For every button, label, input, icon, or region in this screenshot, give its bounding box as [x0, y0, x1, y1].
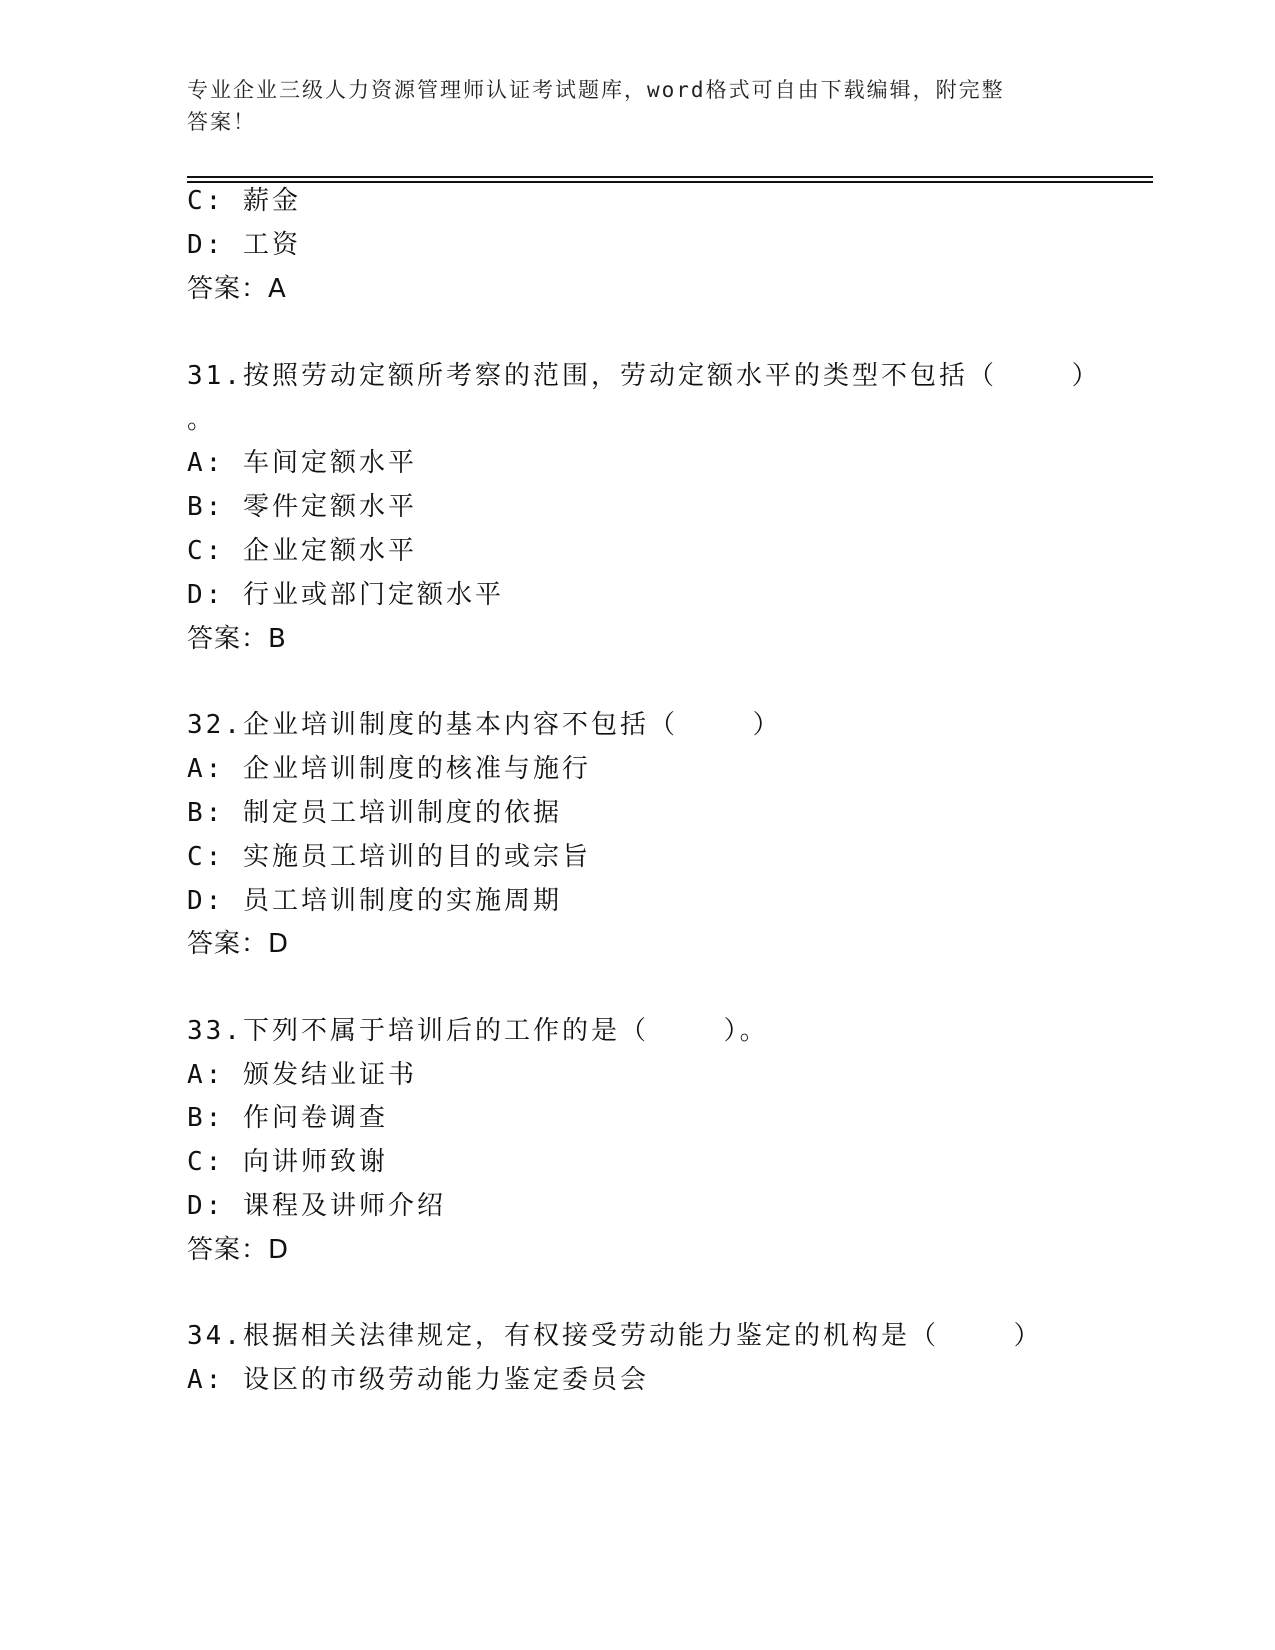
question-32-option-d: D: 员工培训制度的实施周期 [187, 886, 562, 916]
prev-option-d: D: 工资 [187, 230, 301, 260]
question-31-option-b: B: 零件定额水平 [187, 492, 417, 522]
question-31-stem-cont: 。 [187, 405, 217, 435]
question-31-option-d: D: 行业或部门定额水平 [187, 580, 504, 610]
question-33-stem: 33.下列不属于培训后的工作的是（ ）。 [187, 1016, 769, 1046]
question-33-option-c: C: 向讲师致谢 [187, 1147, 388, 1177]
header-line-1: 专业企业三级人力资源管理师认证考试题库，word格式可自由下载编辑，附完整 [187, 78, 1005, 102]
question-34-stem: 34.根据相关法律规定，有权接受劳动能力鉴定的机构是（ ） [187, 1321, 1043, 1351]
question-31-stem: 31.按照劳动定额所考察的范围，劳动定额水平的类型不包括（ ） [187, 361, 1101, 391]
question-32-stem: 32.企业培训制度的基本内容不包括（ ） [187, 710, 782, 740]
question-31-option-c: C: 企业定额水平 [187, 536, 417, 566]
question-34-option-a: A: 设区的市级劳动能力鉴定委员会 [187, 1365, 649, 1395]
question-33-option-d: D: 课程及讲师介绍 [187, 1191, 446, 1221]
question-32-option-b: B: 制定员工培训制度的依据 [187, 798, 562, 828]
document-header [187, 74, 1067, 138]
question-31-option-a: A: 车间定额水平 [187, 448, 417, 478]
prev-option-c: C: 薪金 [187, 186, 301, 216]
question-33-option-b: B: 作问卷调查 [187, 1103, 388, 1133]
question-32-option-a: A: 企业培训制度的核准与施行 [187, 754, 591, 784]
question-33-answer: 答案：D [187, 1235, 290, 1265]
question-33-option-a: A: 颁发结业证书 [187, 1060, 417, 1090]
question-32-answer: 答案：D [187, 929, 290, 959]
header-divider-bottom [187, 181, 1153, 183]
question-32-option-c: C: 实施员工培训的目的或宗旨 [187, 842, 591, 872]
question-31-answer: 答案：B [187, 624, 287, 654]
prev-answer: 答案：A [187, 274, 287, 304]
header-divider-top [187, 176, 1153, 178]
header-line-2: 答案！ [187, 110, 256, 134]
